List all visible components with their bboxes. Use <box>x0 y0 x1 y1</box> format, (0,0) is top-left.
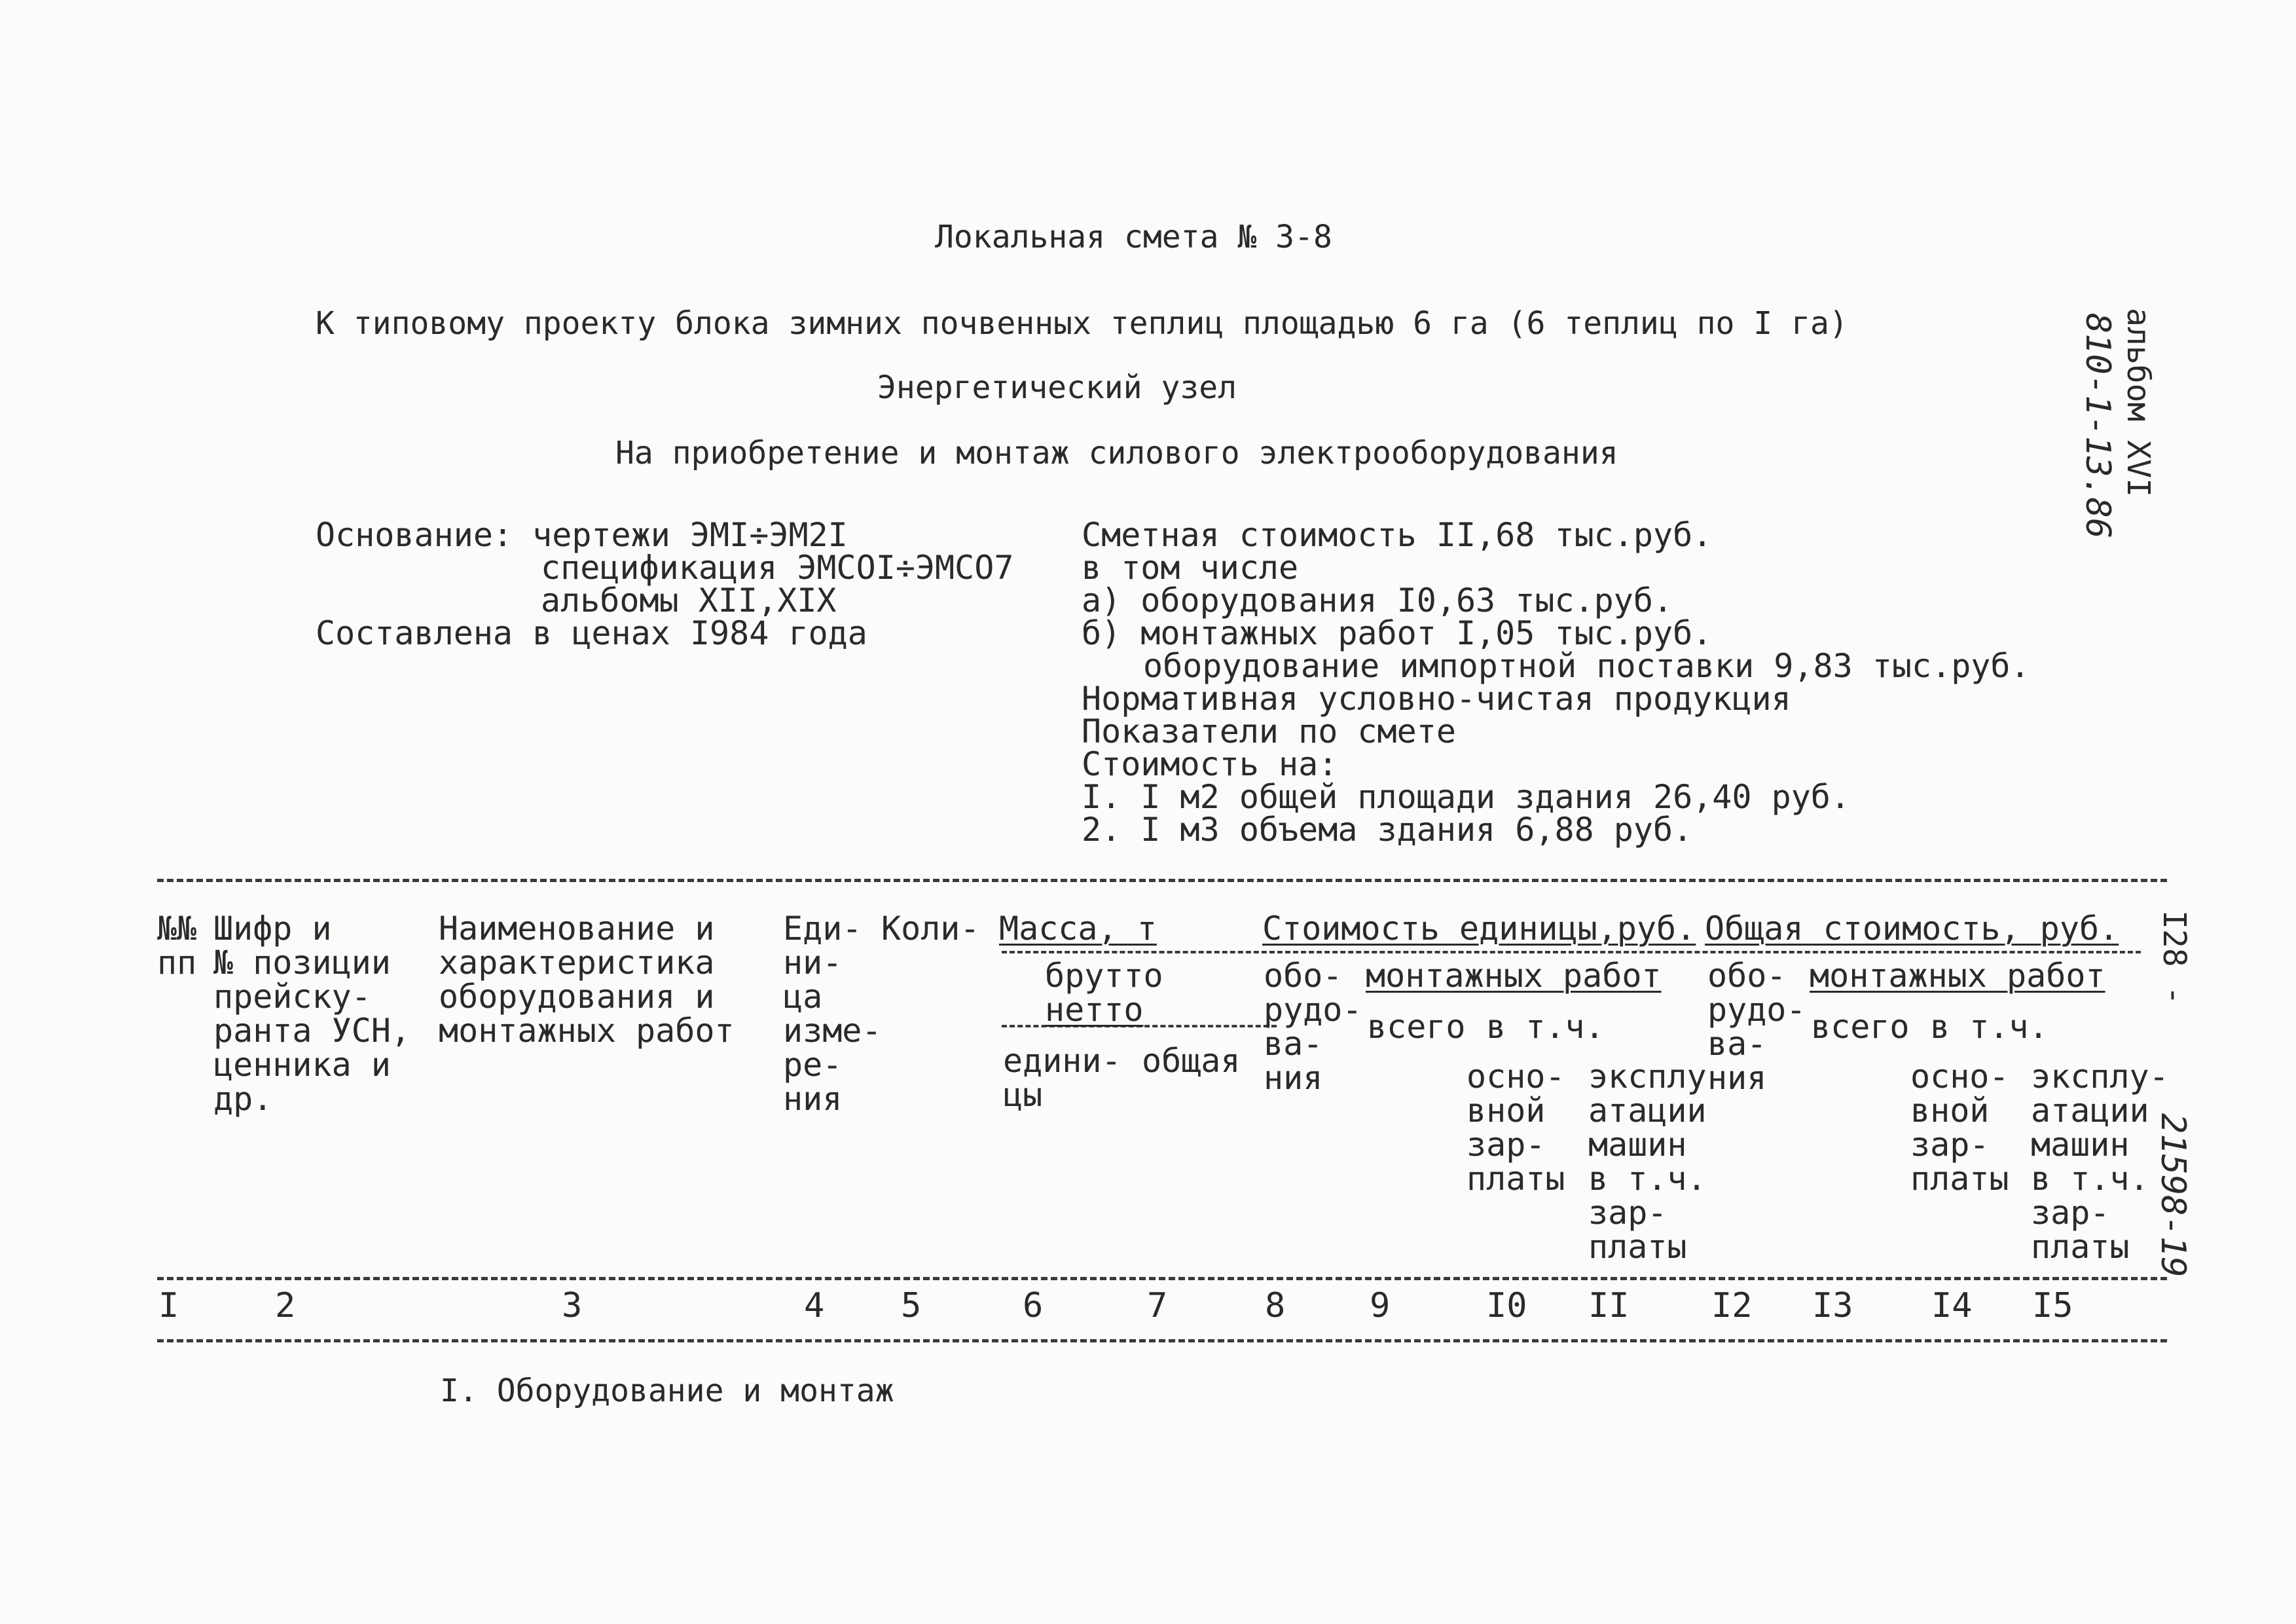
header-all-1: всего <box>1367 1008 1466 1046</box>
header-base-wage-2: осно- вной зар- платы <box>1910 1058 2009 1198</box>
header-machine-ops-2: эксплу- атации машин в т.ч. зар- платы <box>2031 1058 2169 1266</box>
cost-line: Стоимость на: <box>1082 745 1338 783</box>
table-top-rule <box>157 879 2167 882</box>
header-row-number: №№ пп <box>157 910 197 982</box>
unit-subtitle: Энергетический узел <box>877 369 1237 406</box>
header-installation-2: монтажных работ <box>1810 957 2105 995</box>
column-number: I <box>158 1286 179 1325</box>
column-number: II <box>1588 1286 1630 1325</box>
header-mass: Масса, т <box>999 910 1157 948</box>
basis-line: альбомы XII,XIX <box>541 581 837 619</box>
cost-line: б) монтажных работ I,05 тыс.руб. <box>1082 614 1713 652</box>
header-netto: нетто <box>1045 991 1144 1029</box>
header-equipment-2: обо- рудо- ва- ния <box>1707 957 1806 1097</box>
column-number: 6 <box>1023 1286 1044 1325</box>
basis-line: Основание: чертежи ЭМI÷ЭМ2I <box>316 516 848 554</box>
column-number: 4 <box>804 1286 825 1325</box>
header-name: Наименование и характеристика оборудования и монтажных работ <box>439 910 735 1050</box>
header-unit-cost: Стоимость единицы,руб. <box>1262 910 1696 948</box>
column-number: I0 <box>1486 1286 1527 1325</box>
cost-line: I. I м2 общей площади здания 26,40 руб. <box>1082 778 1850 816</box>
cost-line: Нормативная условно-чистая продукция <box>1082 680 1791 718</box>
column-number: 2 <box>275 1286 296 1325</box>
column-number: I2 <box>1711 1286 1753 1325</box>
header-brutto: брутто <box>1045 957 1163 995</box>
header-unit: Еди- ни- ца изме- ре- ния <box>783 910 882 1118</box>
document-title: Локальная смета № 3-8 <box>935 219 1332 255</box>
price-base-line: Составлена в ценах I984 года <box>316 614 867 652</box>
purpose-subtitle: На приобретение и монтаж силового электрооборудования <box>615 435 1618 471</box>
column-number: I4 <box>1931 1286 1973 1325</box>
column-number: 9 <box>1370 1286 1391 1325</box>
header-quantity: Коли- <box>881 910 980 948</box>
header-incl-1: в т.ч. <box>1486 1008 1605 1046</box>
cost-line: в том числе <box>1082 549 1299 587</box>
cost-line: а) оборудования I0,63 тыс.руб. <box>1082 581 1673 619</box>
project-code-annotation: 810-1-13.86 <box>2078 313 2117 539</box>
column-number: 8 <box>1265 1286 1286 1325</box>
basis-line: спецификация ЭМСОI÷ЭМСО7 <box>541 549 1014 587</box>
album-annotation: альбом XVI <box>2120 308 2157 497</box>
sheet-code: 21598-19 <box>2153 1113 2193 1278</box>
column-number: I3 <box>1812 1286 1853 1325</box>
cost-line: оборудование импортной поставки 9,83 тыс.руб. <box>1143 647 2030 685</box>
cost-line: Сметная стоимость II,68 тыс.руб. <box>1082 516 1713 554</box>
header-base-wage-1: осно- вной зар- платы <box>1467 1058 1565 1198</box>
section-heading: I. Оборудование и монтаж <box>440 1373 894 1409</box>
column-number: I5 <box>2032 1286 2073 1325</box>
header-mass-total: общая <box>1142 1042 1241 1080</box>
header-total-cost: Общая стоимость, руб. <box>1705 910 2119 948</box>
header-equipment-1: обо- рудо- ва- ния <box>1264 957 1362 1097</box>
page-number: I28 - <box>2156 910 2193 1005</box>
header-mass-unit: едини- цы <box>1003 1042 1121 1114</box>
cost-line: Показатели по смете <box>1082 712 1456 750</box>
header-installation-1: монтажных работ <box>1366 957 1662 995</box>
number-row-rule <box>157 1339 2167 1342</box>
header-machine-ops-1: эксплу атации машин в т.ч. зар- платы <box>1588 1058 1707 1266</box>
header-incl-2: в т.ч. <box>1930 1008 2049 1046</box>
cost-line: 2. I м3 объема здания 6,88 руб. <box>1082 811 1693 849</box>
project-subtitle: К типовому проекту блока зимних почвенных теплиц площадью 6 га (6 теплиц по I га) <box>316 305 1848 342</box>
cost-group-rule <box>1002 951 2141 953</box>
column-number: 5 <box>901 1286 922 1325</box>
header-all-2: всего <box>1811 1008 1910 1046</box>
column-number: 3 <box>562 1286 583 1325</box>
header-code: Шифр и № позиции прейску- ранта УСН, ценника и др. <box>213 910 411 1118</box>
header-bottom-rule <box>157 1277 2167 1280</box>
column-number: 7 <box>1147 1286 1168 1325</box>
